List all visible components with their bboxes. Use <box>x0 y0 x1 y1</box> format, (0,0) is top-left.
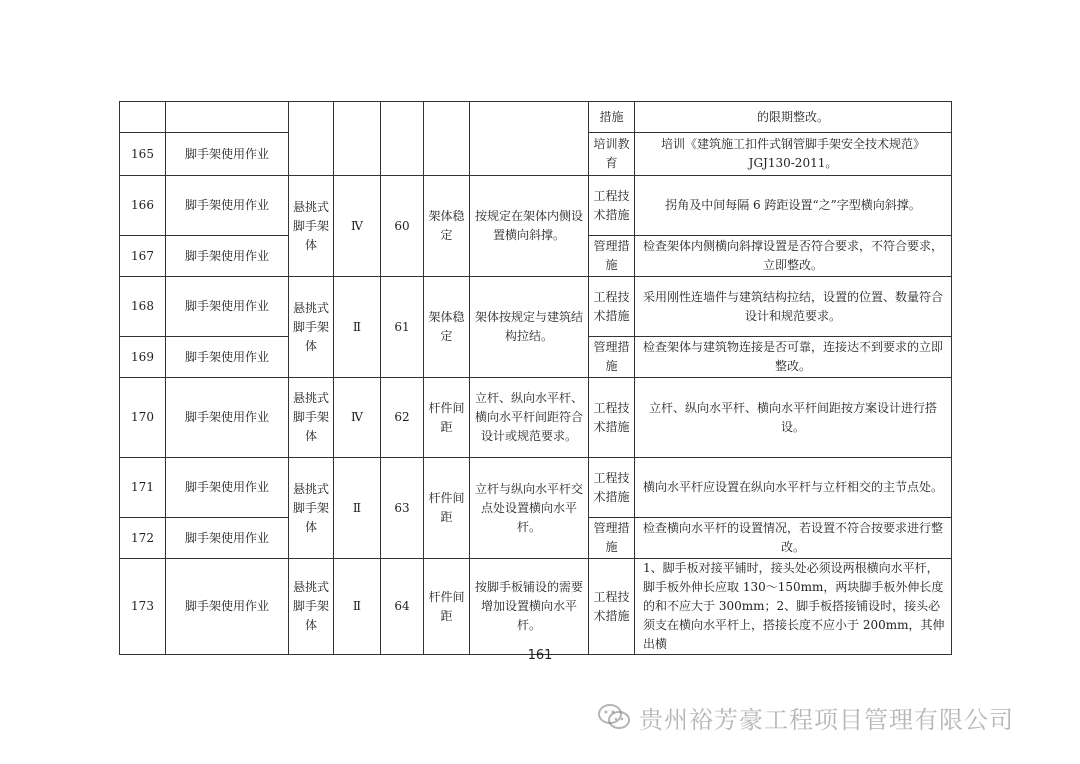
page-number: 161 <box>527 648 553 663</box>
measure-text: 检查架体与建筑物连接是否可靠，连接达不到要求的立即整改。 <box>635 337 952 378</box>
row-number: 166 <box>120 176 166 236</box>
row-number <box>120 102 166 133</box>
row-number: 165 <box>120 133 166 176</box>
task-name: 脚手架使用作业 <box>166 458 289 518</box>
hazard-text: 按脚手板铺设的需要增加设置横向水平杆。 <box>470 559 589 655</box>
check-category: 杆件间距 <box>424 378 470 458</box>
measure-type: 措施 <box>589 102 635 133</box>
scaffold-type: 悬挑式脚手架体 <box>289 458 334 559</box>
task-name: 脚手架使用作业 <box>166 277 289 337</box>
measure-text: 横向水平杆应设置在纵向水平杆与立杆相交的主节点处。 <box>635 458 952 518</box>
task-name: 脚手架使用作业 <box>166 176 289 236</box>
task-name <box>166 102 289 133</box>
measure-text: 培训《建筑施工扣件式钢管脚手架安全技术规范》JGJ130-2011。 <box>635 133 952 176</box>
measure-text: 检查架体内侧横向斜撑设置是否符合要求，不符合要求，立即整改。 <box>635 236 952 277</box>
hazard-table <box>119 101 952 655</box>
measure-text: 检查横向水平杆的设置情况，若设置不符合按要求进行整改。 <box>635 518 952 559</box>
scaffold-type: 悬挑式脚手架体 <box>289 559 334 655</box>
blank-cell <box>381 102 424 176</box>
table-row <box>120 458 952 518</box>
task-name: 脚手架使用作业 <box>166 378 289 458</box>
measure-type: 工程技术措施 <box>589 559 635 655</box>
item-number: 63 <box>381 458 424 559</box>
table-row <box>120 559 952 655</box>
row-number: 169 <box>120 337 166 378</box>
item-number: 64 <box>381 559 424 655</box>
measure-type: 工程技术措施 <box>589 458 635 518</box>
table-row <box>120 378 952 458</box>
wechat-icon <box>597 703 631 731</box>
measure-type: 工程技术措施 <box>589 277 635 337</box>
blank-cell <box>424 102 470 176</box>
hazard-text: 立杆、纵向水平杆、横向水平杆间距符合设计或规范要求。 <box>470 378 589 458</box>
measure-text: 1、脚手板对接平铺时，接头处必须设两根横向水平杆，脚手板外伸长应取 130～150mm，两块脚手板外伸长度的和不应大于 300mm；2、脚手板搭接铺设时，接头必须支在横向水平杆上，搭接长度不应小于 200mm，其伸出横 <box>635 559 952 655</box>
item-number: 60 <box>381 176 424 277</box>
check-category: 杆件间距 <box>424 458 470 559</box>
risk-level: Ⅱ <box>334 277 381 378</box>
task-name: 脚手架使用作业 <box>166 133 289 176</box>
measure-type: 管理措施 <box>589 518 635 559</box>
check-category: 架体稳定 <box>424 277 470 378</box>
item-number: 62 <box>381 378 424 458</box>
row-number: 171 <box>120 458 166 518</box>
measure-type: 工程技术措施 <box>589 176 635 236</box>
measure-type: 管理措施 <box>589 337 635 378</box>
task-name: 脚手架使用作业 <box>166 236 289 277</box>
hazard-text: 按规定在架体内侧设置横向斜撑。 <box>470 176 589 277</box>
table-row <box>120 102 952 133</box>
task-name: 脚手架使用作业 <box>166 337 289 378</box>
watermark-text: 贵州裕芳豪工程项目管理有限公司 <box>639 705 1014 734</box>
risk-level: Ⅳ <box>334 176 381 277</box>
blank-cell <box>289 102 334 176</box>
check-category: 架体稳定 <box>424 176 470 277</box>
measure-type: 管理措施 <box>589 236 635 277</box>
table-row <box>120 277 952 337</box>
row-number: 172 <box>120 518 166 559</box>
task-name: 脚手架使用作业 <box>166 559 289 655</box>
measure-text: 立杆、纵向水平杆、横向水平杆间距按方案设计进行搭设。 <box>635 378 952 458</box>
hazard-text: 立杆与纵向水平杆交点处设置横向水平杆。 <box>470 458 589 559</box>
blank-cell <box>334 102 381 176</box>
blank-cell <box>470 102 589 176</box>
hazard-text: 架体按规定与建筑结构拉结。 <box>470 277 589 378</box>
watermark <box>597 700 1014 734</box>
scaffold-type: 悬挑式脚手架体 <box>289 176 334 277</box>
table-row <box>120 176 952 236</box>
row-number: 170 <box>120 378 166 458</box>
risk-level: Ⅱ <box>334 458 381 559</box>
measure-type: 培训教育 <box>589 133 635 176</box>
row-number: 168 <box>120 277 166 337</box>
scaffold-type: 悬挑式脚手架体 <box>289 378 334 458</box>
scaffold-type: 悬挑式脚手架体 <box>289 277 334 378</box>
measure-text: 拐角及中间每隔 6 跨距设置“之”字型横向斜撑。 <box>635 176 952 236</box>
measure-text: 采用刚性连墙件与建筑结构拉结，设置的位置、数量符合设计和规范要求。 <box>635 277 952 337</box>
row-number: 167 <box>120 236 166 277</box>
risk-level: Ⅱ <box>334 559 381 655</box>
measure-type: 工程技术措施 <box>589 378 635 458</box>
row-number: 173 <box>120 559 166 655</box>
check-category: 杆件间距 <box>424 559 470 655</box>
risk-level: Ⅳ <box>334 378 381 458</box>
item-number: 61 <box>381 277 424 378</box>
task-name: 脚手架使用作业 <box>166 518 289 559</box>
measure-text: 的限期整改。 <box>635 102 952 133</box>
